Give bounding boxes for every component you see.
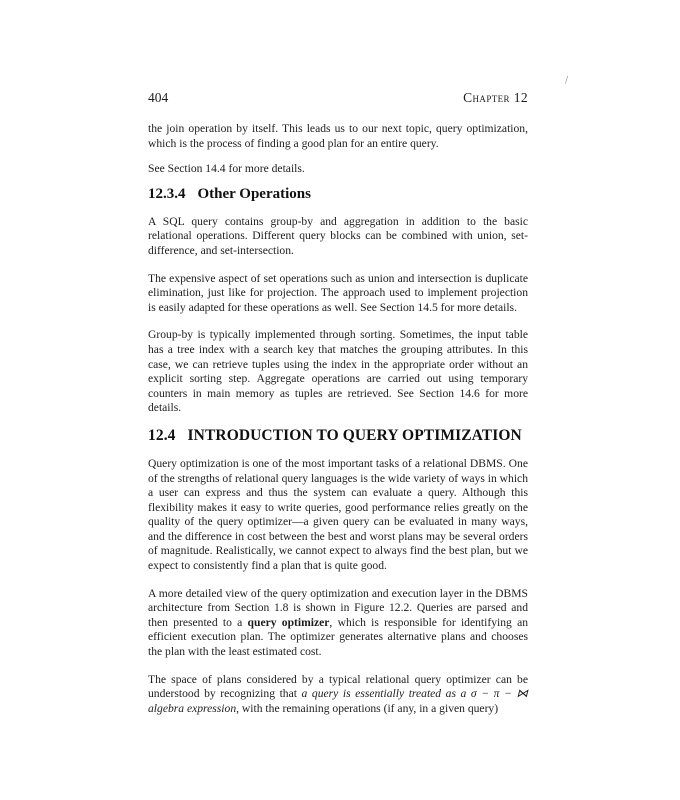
stray-mark: / bbox=[565, 76, 569, 86]
space-of-plans-text-end: , with the remaining operations (if any, in a given query) bbox=[236, 701, 499, 715]
page-body bbox=[148, 122, 528, 716]
space-of-plans-text-start: The space of plans considered by a typical relational query optimizer can be understood by recognizing that bbox=[148, 672, 528, 701]
paragraph-join-operation: the join operation by itself. This leads us to our next topic, query optimization, which is the process of finding a good plan for an entire query. bbox=[148, 122, 528, 150]
query-optimizer-term: query optimizer bbox=[247, 615, 330, 629]
paragraph-set-operations: The expensive aspect of set operations such as union and intersection is duplicate elimination, just like for projection. The approach used to implement projection is easily adapted for these operations as well. See Section 14.5 for more details. bbox=[148, 271, 528, 314]
page-number: 404 bbox=[148, 90, 169, 105]
subsection-heading bbox=[148, 185, 528, 203]
section-title: INTRODUCTION TO QUERY OPTIMIZATION bbox=[187, 426, 522, 444]
paragraph-group-by: Group-by is typically implemented through sorting. Sometimes, the input table has a tree index with a search key that matches the grouping attributes. In this case, we can retrieve tuples using the index in the appropriate order without an explicit sorting step. Aggregate operations are carried out using temporary counters in main memory as tuples are retrieved. See Section 14.6 for more details. bbox=[148, 328, 528, 415]
paragraph-query-optimization: Query optimization is one of the most important tasks of a relational DBMS. One of the strengths of relational query languages is the wide variety of ways in which a user can express and thus the system can evaluate a query. Although this flexibility makes it easy to write queries, good performance relies greatly on the quality of the query optimizer—a given query can be evaluated in many ways, and the difference in cost between the best and worst plans may be several orders of magnitude. Realistically, we cannot expect to always find the best plan, but we expect to consistently find a plan that is quite good. bbox=[148, 456, 528, 573]
section-number: 12.4 bbox=[148, 426, 176, 444]
paragraph-see-section-14-4: See Section 14.4 for more details. bbox=[148, 162, 305, 176]
paragraph-sql-query: A SQL query contains group-by and aggregation in addition to the basic relational operations. Different query blocks can be combined with union, set-difference, and set-intersection. bbox=[148, 214, 528, 257]
running-head bbox=[148, 90, 528, 108]
detailed-view-text-end: , which is responsible for identifying an efficient execution plan. The optimizer generates alternative plans and chooses the plan with the least estimated cost. bbox=[148, 615, 529, 659]
subsection-number: 12.3.4 bbox=[148, 185, 186, 202]
section-heading bbox=[148, 427, 528, 445]
subsection-title: Other Operations bbox=[197, 185, 311, 202]
paragraph-detailed-view bbox=[148, 587, 528, 660]
algebra-expression-emphasis: a query is essentially treated as a σ − π − ⋈ algebra expression bbox=[148, 687, 528, 715]
detailed-view-text-start: A more detailed view of the query optimization and execution layer in the DBMS architecture from Section 1.8 is shown in Figure 12.2. Queries are parsed and then presented to a bbox=[148, 586, 528, 629]
chapter-label: Chapter 12 bbox=[463, 90, 528, 105]
paragraph-space-of-plans bbox=[148, 673, 528, 717]
